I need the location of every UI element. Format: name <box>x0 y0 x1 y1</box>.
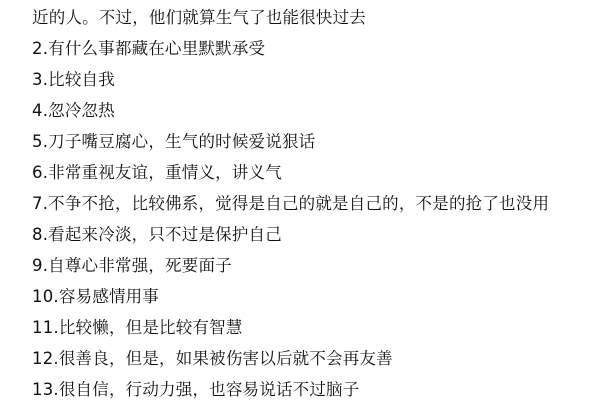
text-line: 6.非常重视友谊，重情义，讲义气 <box>32 163 282 182</box>
text-line-partial: 13.很自信，行动力强，也容易说话不过脑子 <box>32 380 360 399</box>
text-line: 3.比较自我 <box>32 70 115 89</box>
text-line: 4.忽冷忽热 <box>32 101 115 120</box>
text-line: 9.自尊心非常强，死要面子 <box>32 256 232 275</box>
text-line: 10.容易感情用事 <box>32 287 160 306</box>
text-line: 5.刀子嘴豆腐心，生气的时候爱说狠话 <box>32 132 316 151</box>
text-line: 7.不争不抢，比较佛系，觉得是自己的就是自己的，不是的抢了也没用 <box>32 194 550 213</box>
text-line: 11.比较懒，但是比较有智慧 <box>32 318 243 337</box>
text-line: 8.看起来冷淡，只不过是保护自己 <box>32 225 282 244</box>
text-line: 2.有什么事都藏在心里默默承受 <box>32 39 266 58</box>
text-line: 近的人。不过，他们就算生气了也能很快过去 <box>32 8 366 27</box>
text-line: 12.很善良，但是，如果被伤害以后就不会再友善 <box>32 349 393 368</box>
